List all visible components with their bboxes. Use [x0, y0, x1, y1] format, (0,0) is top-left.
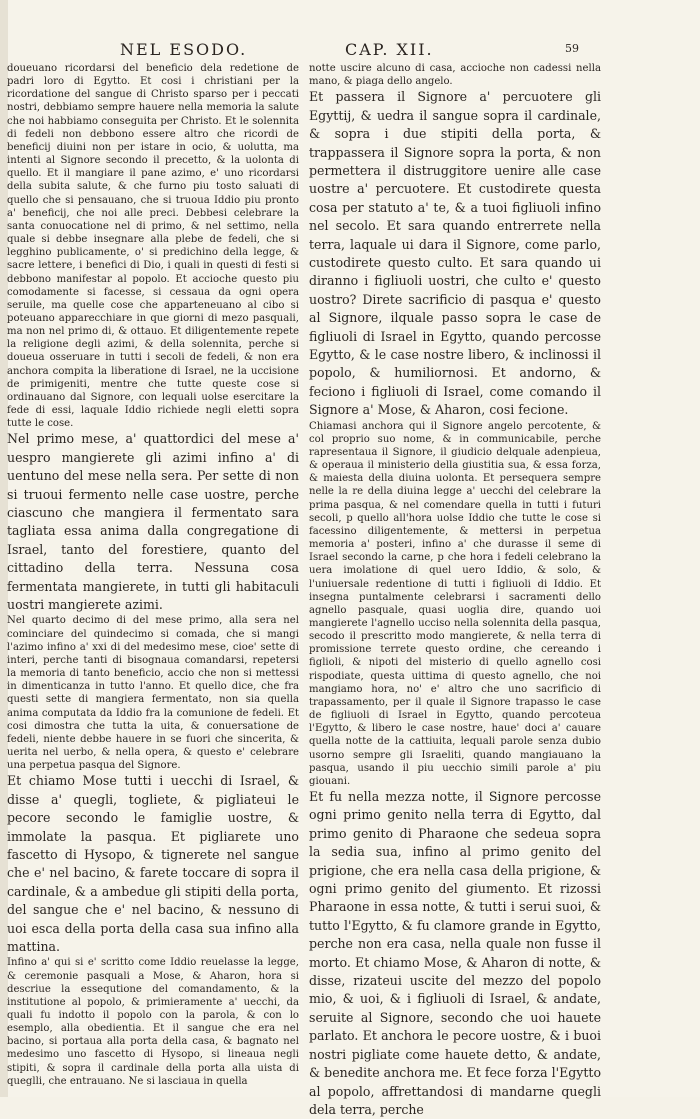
folio-number: 59 [565, 42, 579, 55]
left-commentary-paragraph: Infino a' qui si e' scritto come Iddio reuelasse la legge, & ceremonie pasquali a Mose, & Aharon, hora si descriue la essequtione del comandamento, & la institutione al popolo, & primieramente a' uecchi, da quali fu indotto il popolo con la parola, & con lo esemplo, alla obedientia. Et il sangue che era nel bacino, si portaua alla porta della casa, & bagnato nel medesimo uno fascetto di Hysopo, si lineaua negli stipiti, & sopra il cardinale della porta alla uista di queglli, che entrauano. Ne si lasciaua in quella [7, 957, 299, 1087]
left-scripture-passage: Et chiamo Mose tutti i uecchi di Israel, & disse a' quegli, togliete, & pigliateui le pecore secondo le famiglie uostre, & immolate la pasqua. Et pigliarete uno fascetto di Hysopo, & tignerete nel sangue che e' nel bacino, & farete toccare di sopra il cardinale, & a ambedue gli stipiti della porta, del sangue che e' nel bacino, & nessuno di uoi esca della porta della casa sua infino alla mattina. [7, 773, 299, 954]
left-column [7, 62, 299, 1087]
left-commentary-paragraph: Nel quarto decimo di del mese primo, alla sera nel cominciare del quindecimo si comada, che si mangi l'azimo infino a' xxi di del medesimo mese, cioe' sette di interi, perche tanti di bisognaua comandarsi, repetersi la memoria di tanto beneficio, accio che non si mettessi in dimenticanza in tutto l'anno. Et quello dice, che fra questi sette di mangiera fermentato, non sia quella anima computata da Iddio fra la comunione de fedeli. Et cosi dimostra che tutta la uita, & conuersatione de fedeli, niente debbe hauere in se fuori che sincerita, & uerita nel uerbo, & nella opera, & questo e' celebrare una perpetua pasqua del Signore. [7, 615, 299, 772]
left-commentary-paragraph: doueuano ricordarsi del beneficio dela redetione de padri loro di Egytto. Et cosi i christiani per la ricordatione del sangue di Christo sparso per i peccati nostri, debbiamo sempre hauere nella memoria la salute che noi habbiamo conseguita per Christo. Et le solennita di fedeli non debbono essere altro che ricordi de beneficij diuini non per istare in ocio, & uolutta, ma intenti al Signore secondo il precetto, & la uolonta di quello. Et il mangiare il pane azimo, e' uno ricordarsi della subita salute, & che furno piu tosto saluati di quello che si pensauano, che si truoua Iddio piu pronto a' beneficij, che noi alle preci. Debbesi celebrare la santa conuocatione nel di primo, & nel settimo, nella quale si debbe insegnare alla plebe de fedeli, che si legghino publicamente, o' si predichino della legge, & sacre lettere, i benefici di Dio, i quali in questi di festi si debbono manifestar al popolo. Et accioche questo piu comodamente si facesse, si cessaua da ogni opera seruile, ma quelle cose che apparteneuano al cibo si poteuano apparecchiare in que giorni di mezo pasquali, ma non nel primo di, & ottauo. Et diligentemente repete la religione degli azimi, & della solennita, perche si doueua osseruare in tutti i secoli de fedeli, & non era anchora compita la liberatione di Israel, ne la uccisione de primigeniti, mentre che tutte queste cose si ordinauano dal Signore, con lequali uolse esercitare la fede di essi, laquale Iddio richiede negli eletti sopra tutte le cose. [7, 63, 299, 430]
right-commentary-paragraph: Chiamasi anchora qui il Signore angelo percotente, & col proprio suo nome, & in communicabile, perche rapresentaua il Signore, il giudicio delquale adenpieua, & operaua il ministerio della giustitia sua, & essa forza, & maiesta della diuina uolonta. Et persequera sempre nelle la re della diuina legge a' uecchi del celebrare la prima pasqua, & nel comendare quella in tutti i futuri secoli, p quello all'hora uolse Iddio che tutte le cose si facessino diligentemente, & mettersi in perpetua memoria a' posteri, infino a' che durasse il seme di Israel secondo la carne, p che hora i fedeli celebrano la uera imolatione di quel uero Iddio, & solo, & l'uniuersale redentione di tutti i figliuoli di Iddio. Et insegna puntalmente celebrarsi i sacramenti dello agnello pasquale, quasi uoglia dire, quando uoi mangierete l'agnello ucciso nella solennita della pasqua, secodo il prescritto modo mangierete, & nella terra di promissione terrete questo ordine, che cereando i figlioli, & nipoti del misterio di quello agnello cosi rispodiate, questa uittima di questo agnello, che noi mangiamo hora, no' e' altro che uno sacrificio di trapassamento, per il quale il Signore trapasso le case de figliuoli di Israel in Egytto, quando percoteua l'Egytto, & libero le case nostre, haue' doci a' cauare quella notte de la cattiuita, lequali parole senza dubio usorno sempre gli Israeliti, quando mangiauano la pasqua, usando il piu uecchio simili parole a' piu giouani. [309, 420, 601, 787]
right-column [309, 62, 601, 1117]
left-scripture-passage: Nel primo mese, a' quattordici del mese a' uespro mangierete gli azimi infino a' di uentuno del mese nella sera. Per sette di non si truoui fermento nelle case uostre, perche ciascuno che mangiera il fermentato sara tagliata essa anima dalla congregatione di Israel, tanto del forestiere, quanto del cittadino della terra. Nessuna cosa fermentata mangierete, in tutti gli habitaculi uostri mangierete azimi. [7, 431, 299, 613]
right-scripture-passage: Et fu nella mezza notte, il Signore percosse ogni primo genito nella terra di Egytto, dal primo genito di Pharaone che sedeua sopra la sedia sua, infino al primo genito del prigione, che era nella casa della prigione, & ogni primo genito del giumento. Et rizossi Pharaone in essa notte, & tutti i serui suoi, & tutto l'Egytto, & fu clamore grande in Egytto, perche non era casa, nella quale non fusse il morto. Et chiamo Mose, & Aharon di notte, & disse, rizateui uscite del mezzo del popolo mio, & uoi, & i figliuoli di Israel, & andate, seruite al Signore, secondo che uoi hauete parlato. Et anchora le pecore uostre, & i buoi nostri pigliate come hauete detto, & andate, & benedite anchora me. Et fece forza l'Egytto al popolo, affrettandosi di mandarne quegli dela terra, perche [309, 789, 601, 1117]
right-scripture-passage: Et passera il Signore a' percuotere gli Egyttij, & uedra il sangue sopra il cardinale, & sopra i due stipiti della porta, & trappassera il Signore sopra la porta, & non permettera il distruggitore uenire alle case uostre a' percuotere. Et custodirete questa cosa per statuto a' te, & a tuoi figliuoli infino nel secolo. Et sara quando entrerrete nella terra, laquale ui dara il Signore, come parlo, custodirete questo culto. Et sara quando ui diranno i figliuoli uostri, che culto e' questo uostro? Direte sacrificio di pasqua e' questo al Signore, ilquale passo sopra le case de figliuoli di Israel in Egytto, quando percosse Egytto, & le case nostre libero, & inclinossi il popolo, & humiliornosi. Et andorno, & feciono i figliuoli di Israel, come comando il Signore a' Mose, & Aharon, cosi fecione. [309, 89, 601, 418]
running-title: NEL ESODO. [120, 40, 248, 59]
right-commentary-paragraph: notte uscire alcuno di casa, accioche non cadessi nella mano, & piaga dello angelo. [309, 63, 601, 88]
chapter-heading: CAP. XII. [345, 40, 434, 59]
